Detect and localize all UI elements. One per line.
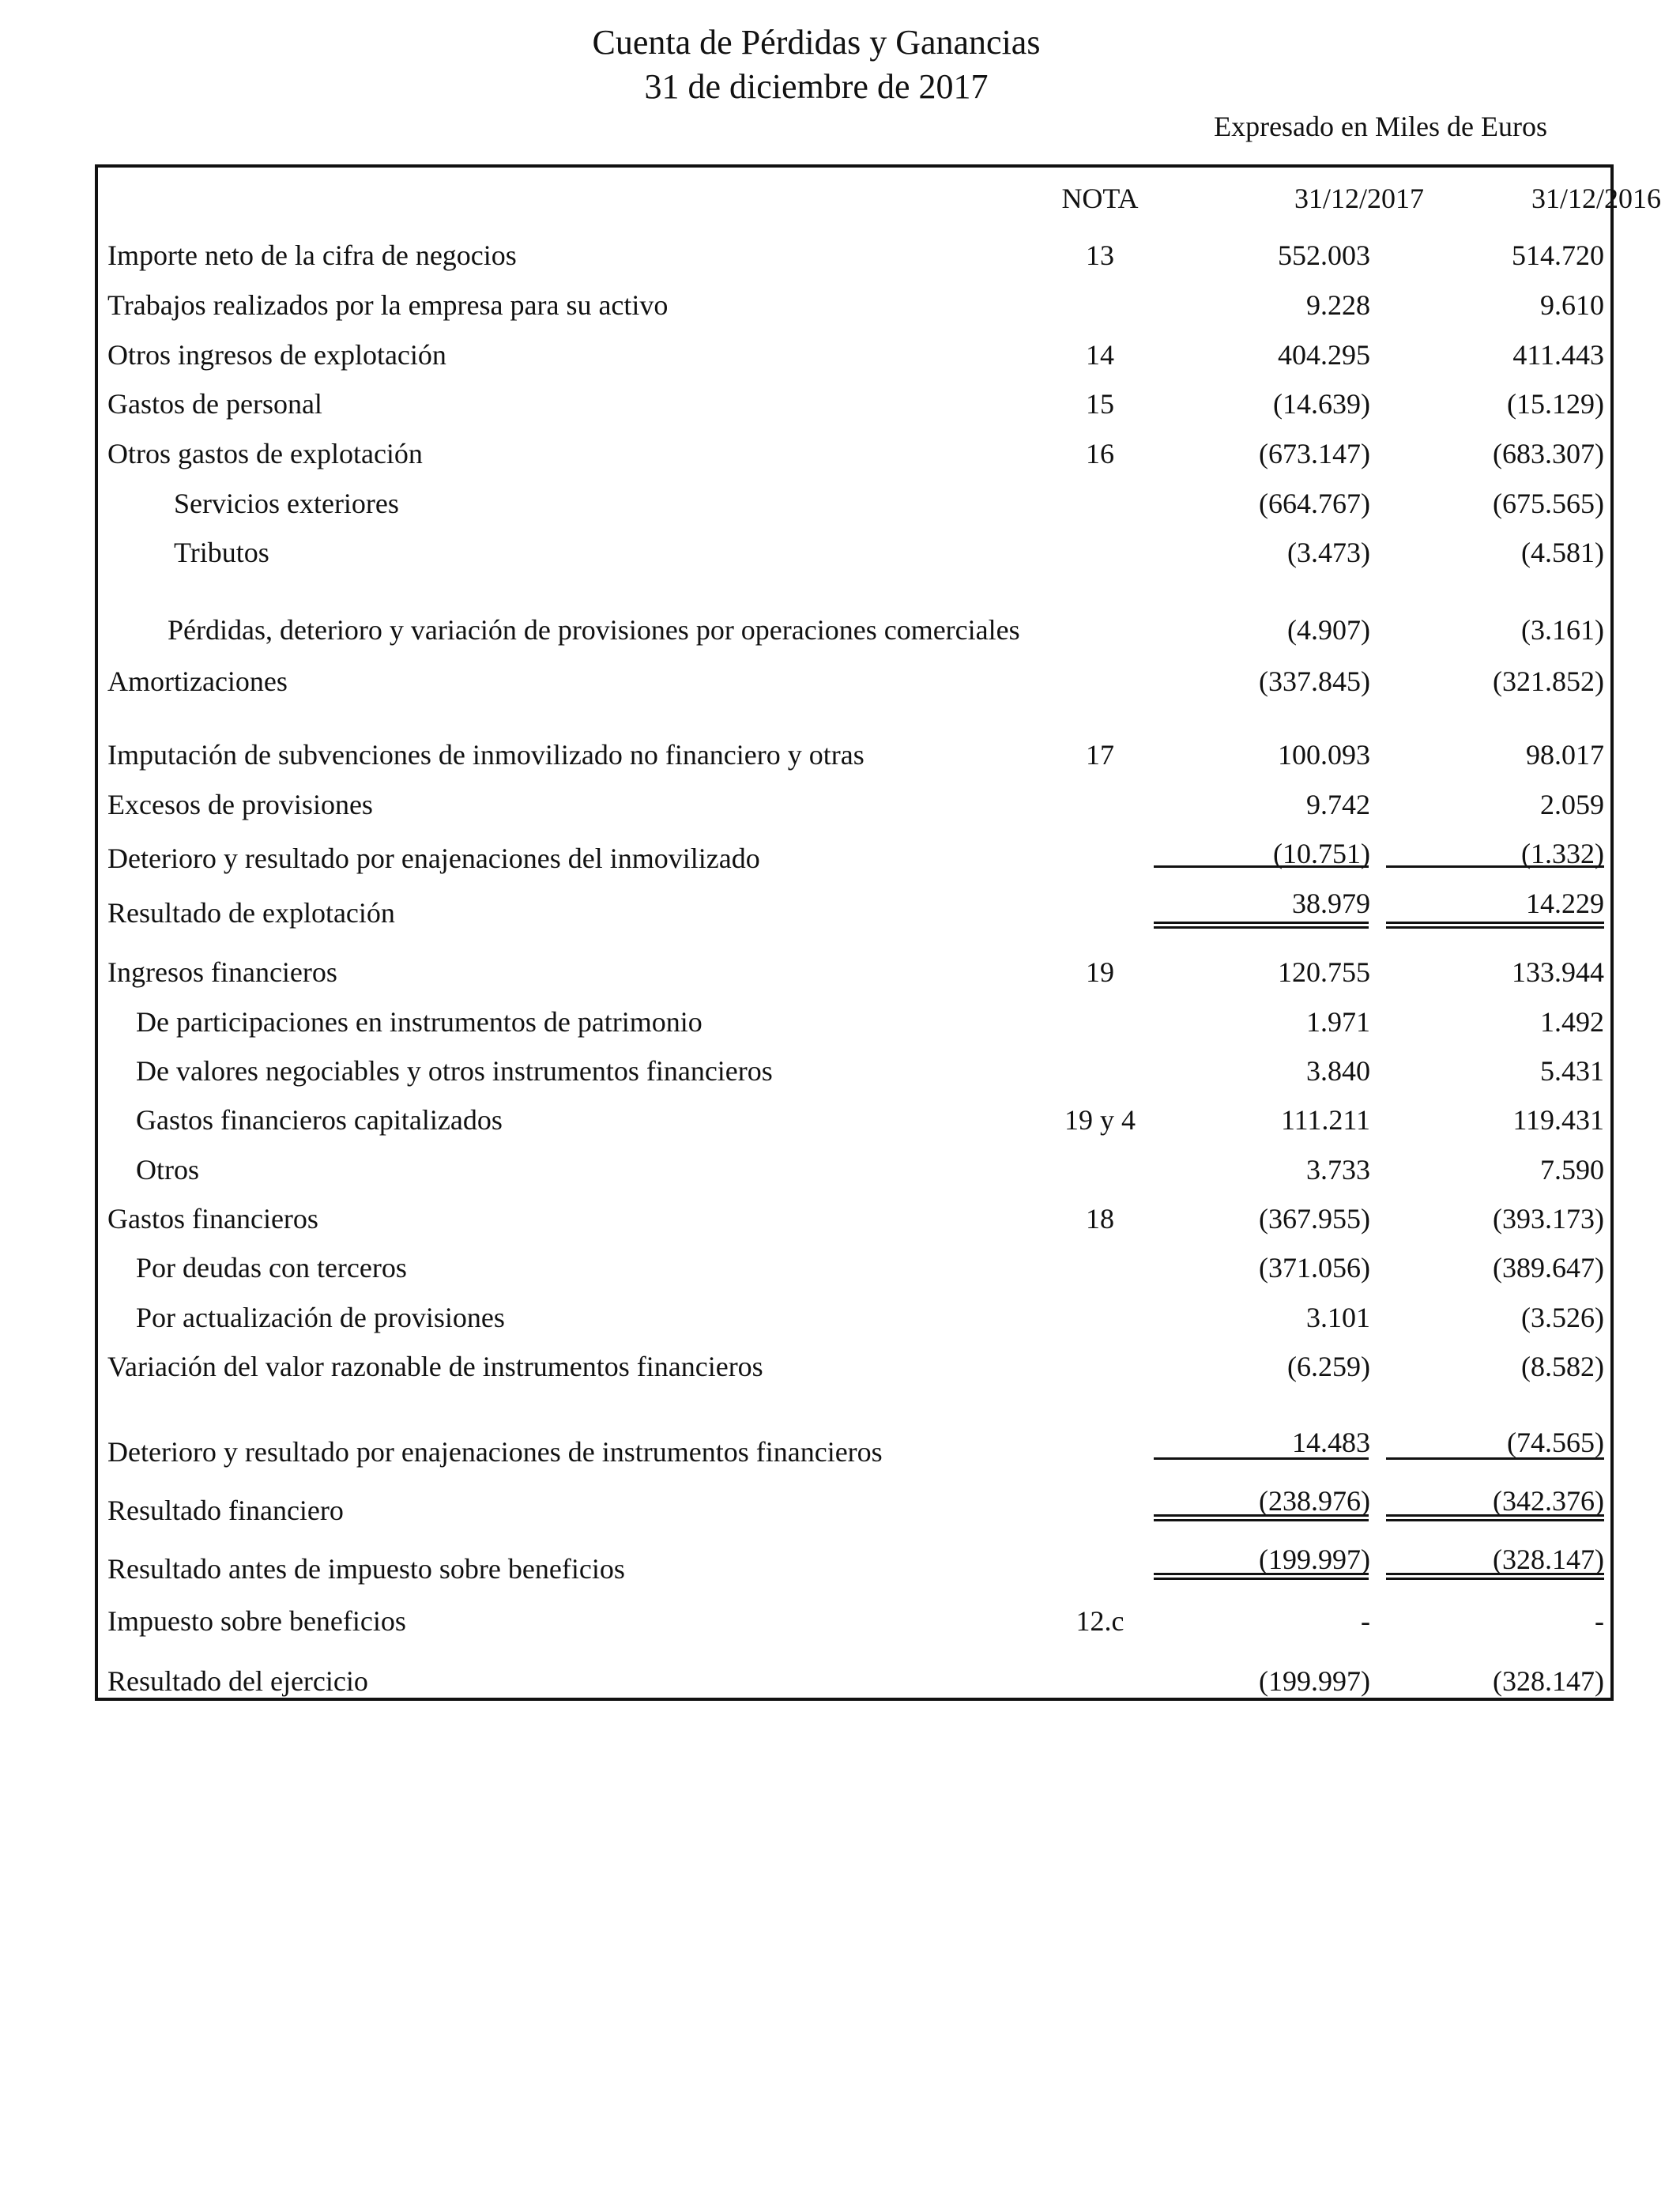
row-value-2017: - [1361, 1605, 1370, 1637]
row-label: Por deudas con terceros [136, 1252, 407, 1284]
row-label: Gastos financieros [107, 1203, 318, 1235]
table-row [95, 778, 1614, 827]
table-row [95, 526, 1614, 575]
row-value-2016: (389.647) [1493, 1252, 1604, 1284]
row-label: Variación del valor razonable de instrumentos financieros [107, 1351, 763, 1382]
row-value-2017: (367.955) [1259, 1203, 1370, 1235]
table-row [95, 729, 1614, 778]
row-label: De valores negociables y otros instrumentos financieros [136, 1055, 773, 1087]
row-value-2016: (675.565) [1493, 488, 1604, 519]
table-row [95, 655, 1614, 704]
row-value-2016: 133.944 [1512, 956, 1604, 988]
row-value-2017: 552.003 [1278, 239, 1370, 271]
row-value-2016: (3.161) [1521, 614, 1604, 646]
row-value-2016: (1.332) [1521, 838, 1604, 869]
row-label: Deterioro y resultado por enajenaciones del inmovilizado [107, 843, 760, 874]
table-row [95, 1193, 1614, 1242]
row-nota: 19 [1086, 956, 1114, 988]
row-value-2016: (15.129) [1507, 388, 1604, 420]
row-value-2016: 14.229 [1526, 888, 1604, 919]
row-value-2016: 7.590 [1540, 1154, 1604, 1186]
row-nota: 19 y 4 [1064, 1104, 1136, 1136]
row-nota: 16 [1086, 438, 1114, 469]
page-subtitle-date: 31 de diciembre de 2017 [644, 67, 989, 106]
table-row [95, 428, 1614, 477]
row-label: Deterioro y resultado por enajenaciones de instrumentos financieros [107, 1436, 883, 1468]
row-nota: 12.c [1075, 1605, 1124, 1637]
row-nota: 15 [1086, 388, 1114, 420]
row-label: Resultado antes de impuesto sobre beneficios [107, 1553, 625, 1585]
row-value-2017: 100.093 [1278, 739, 1370, 771]
row-value-2016: (683.307) [1493, 438, 1604, 469]
row-label: Por actualización de provisiones [136, 1302, 505, 1333]
page-title: Cuenta de Pérdidas y Ganancias [592, 23, 1041, 62]
row-label: Servicios exteriores [174, 488, 399, 519]
table-row [95, 579, 1614, 653]
table-row [95, 229, 1614, 278]
row-label: Impuesto sobre beneficios [107, 1605, 406, 1637]
row-value-2016: (8.582) [1521, 1351, 1604, 1382]
table-row [95, 1340, 1614, 1389]
row-value-2017: (199.997) [1259, 1665, 1370, 1697]
row-value-2016: - [1595, 1605, 1604, 1637]
row-value-2016: 98.017 [1526, 739, 1604, 771]
row-label: Pérdidas, deterioro y variación de provisiones por operaciones comerciales [168, 614, 1020, 646]
row-value-2017: 38.979 [1292, 888, 1370, 919]
row-value-2016: 5.431 [1540, 1055, 1604, 1087]
row-value-2017: (664.767) [1259, 488, 1370, 519]
total-double-rule-2016 [1386, 922, 1604, 929]
row-value-2017: 111.211 [1281, 1104, 1370, 1136]
row-label: Resultado financiero [107, 1495, 344, 1526]
row-label: Importe neto de la cifra de negocios [107, 239, 517, 271]
row-value-2016: (3.526) [1521, 1302, 1604, 1333]
table-row-total [95, 1655, 1614, 1704]
row-label: Otros ingresos de explotación [107, 339, 446, 371]
row-value-2017: 3.733 [1306, 1154, 1370, 1186]
row-label: De participaciones en instrumentos de patrimonio [136, 1006, 703, 1038]
table-row [95, 1094, 1614, 1143]
total-double-rule-2016 [1386, 1573, 1604, 1580]
row-label: Otros gastos de explotación [107, 438, 423, 469]
table-row [95, 477, 1614, 526]
table-row [95, 1291, 1614, 1340]
row-value-2017: (238.976) [1259, 1485, 1370, 1517]
table-row [95, 378, 1614, 427]
table-row [95, 279, 1614, 328]
table-row [95, 946, 1614, 995]
row-value-2017: (3.473) [1287, 537, 1370, 568]
row-value-2017: (371.056) [1259, 1252, 1370, 1284]
table-row [95, 827, 1614, 876]
row-value-2016: (4.581) [1521, 537, 1604, 568]
row-value-2017: 1.971 [1306, 1006, 1370, 1038]
subtotal-rule-2016 [1386, 1457, 1604, 1460]
table-header-row [95, 172, 1661, 221]
row-value-2017: 3.101 [1306, 1302, 1370, 1333]
table-row [95, 996, 1614, 1045]
row-value-2017: 9.742 [1306, 789, 1370, 820]
total-double-rule-2017 [1154, 922, 1369, 929]
row-value-2017: (6.259) [1287, 1351, 1370, 1382]
total-double-rule-2017 [1154, 1514, 1369, 1521]
total-double-rule-2016 [1386, 1514, 1604, 1521]
total-double-rule-2017 [1154, 1573, 1369, 1580]
row-label: Imputación de subvenciones de inmovilizado no financiero y otras [107, 739, 864, 771]
table-row [95, 329, 1614, 378]
table-row [95, 1144, 1614, 1193]
row-label: Trabajos realizados por la empresa para su activo [107, 289, 669, 321]
row-label: Amortizaciones [107, 665, 288, 697]
row-value-2017: 404.295 [1278, 339, 1370, 371]
row-value-2016: (74.565) [1507, 1427, 1604, 1458]
row-label: Excesos de provisiones [107, 789, 373, 820]
table-row [95, 1595, 1614, 1644]
table-row [95, 1045, 1614, 1094]
row-label: Gastos financieros capitalizados [136, 1104, 503, 1136]
row-value-2016: 119.431 [1512, 1104, 1604, 1136]
subtotal-rule-2017 [1154, 1457, 1369, 1460]
row-nota: 13 [1086, 239, 1114, 271]
table-row [95, 1242, 1614, 1291]
row-value-2016: 514.720 [1512, 239, 1604, 271]
row-value-2017: (4.907) [1287, 614, 1370, 646]
row-label: Tributos [174, 537, 269, 568]
row-label: Ingresos financieros [107, 956, 337, 988]
row-value-2016: 411.443 [1512, 339, 1604, 371]
row-value-2017: (14.639) [1273, 388, 1370, 420]
row-label: Resultado de explotación [107, 897, 395, 929]
row-value-2017: (10.751) [1273, 838, 1370, 869]
row-label: Otros [136, 1154, 199, 1186]
subtotal-rule-2016 [1386, 865, 1604, 868]
row-value-2016: (393.173) [1493, 1203, 1604, 1235]
row-nota: 14 [1086, 339, 1114, 371]
row-value-2017: 14.483 [1292, 1427, 1370, 1458]
units-note: Expresado en Miles de Euros [1214, 111, 1547, 142]
row-label: Gastos de personal [107, 388, 322, 420]
column-header-2016: 31/12/2016 [1531, 183, 1661, 214]
row-value-2017: (337.845) [1259, 665, 1370, 697]
row-value-2017: (673.147) [1259, 438, 1370, 469]
table-row-subtotal [95, 877, 1614, 929]
column-header-nota: NOTA [1061, 183, 1139, 214]
row-value-2016: (328.147) [1493, 1544, 1604, 1575]
row-value-2016: 1.492 [1540, 1006, 1604, 1038]
row-value-2017: 120.755 [1278, 956, 1370, 988]
row-value-2017: (199.997) [1259, 1544, 1370, 1575]
row-value-2017: 3.840 [1306, 1055, 1370, 1087]
row-value-2016: (328.147) [1493, 1665, 1604, 1697]
row-nota: 17 [1086, 739, 1114, 771]
row-nota: 18 [1086, 1203, 1114, 1235]
column-header-2017: 31/12/2017 [1294, 183, 1424, 214]
row-label: Resultado del ejercicio [107, 1665, 368, 1697]
row-value-2016: 2.059 [1540, 789, 1604, 820]
row-value-2017: 9.228 [1306, 289, 1370, 321]
subtotal-rule-2017 [1154, 865, 1369, 868]
row-value-2016: 9.610 [1540, 289, 1604, 321]
row-value-2016: (342.376) [1493, 1485, 1604, 1517]
row-value-2016: (321.852) [1493, 665, 1604, 697]
